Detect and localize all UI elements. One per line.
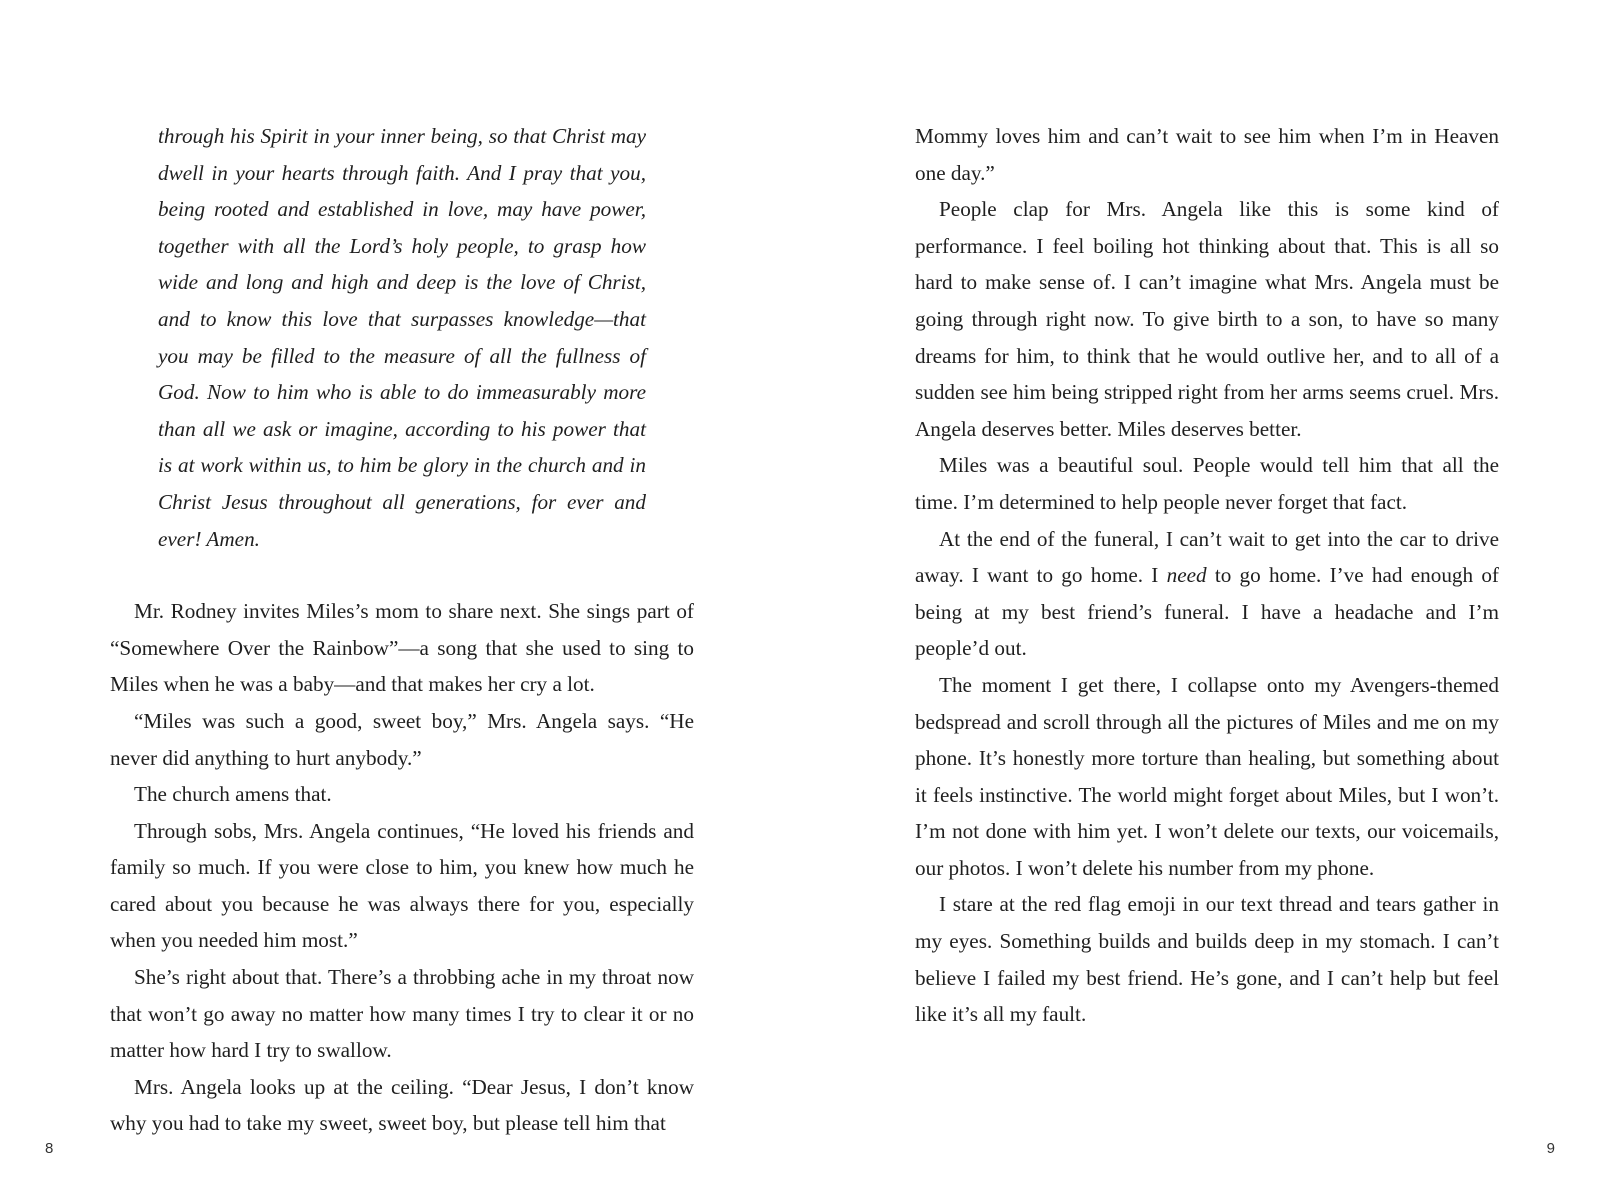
paragraph: She’s right about that. There’s a throbbing ache in my throat now that won’t go away no matter how many times I try to clear it or no matter how hard I try to swallow. xyxy=(110,965,694,1063)
paragraph: Through sobs, Mrs. Angela continues, “He loved his friends and family so much. If you were close to him, you knew how much he cared about you because he was always there for you, especially when you needed him most.” xyxy=(110,818,694,953)
continued-paragraph: Mommy loves him and can’t wait to see him when I’m in Heaven one day.” xyxy=(915,124,1499,185)
page-number-right: 9 xyxy=(1546,1140,1555,1157)
funeral-paragraph xyxy=(915,521,1499,667)
right-text-column xyxy=(915,118,1499,1033)
paragraph: “Miles was such a good, sweet boy,” Mrs. Angela says. “He never did anything to hurt anybody.” xyxy=(110,708,694,770)
paragraph: The moment I get there, I collapse onto my Avengers-themed bedspread and scroll through all the pictures of Miles and me on my phone. It’s honestly more torture than healing, but something about it feels instinctive. The world might forget about Miles, but I won’t. I’m not done with him yet. I won’t delete our texts, our voicemails, our photos. I won’t delete his number from my phone. xyxy=(915,672,1499,880)
paragraph: The church amens that. xyxy=(134,782,332,807)
scripture-quote: through his Spirit in your inner being, so that Christ may dwell in your hearts through faith. And I pray that you, being rooted and established in love, may have power, together with all the Lord’s holy people, to grasp how wide and long and high and deep is the love of Christ, and to know this love that surpasses knowledge—that you may be filled to the measure of all the fullness of God. Now to him who is able to do immeasurably more than all we ask or imagine, according to his power that is at work within us, to him be glory in the church and in Christ Jesus throughout all generations, for ever and ever! Amen. xyxy=(158,124,646,551)
quote-spacer xyxy=(110,557,694,593)
text-run: At the end of the funeral, I can’t wait to get into the car to drive away. I want to go home. I xyxy=(915,526,1499,588)
page-number-left: 8 xyxy=(45,1140,54,1157)
emphasized-word: need xyxy=(1166,563,1207,588)
paragraph: I stare at the red flag emoji in our text thread and tears gather in my eyes. Something builds and builds deep in my stomach. I can’t believe I failed my best friend. He’s gone, and I can’t help but feel like it’s all my fault. xyxy=(915,892,1499,1027)
paragraph: People clap for Mrs. Angela like this is some kind of performance. I feel boiling hot thinking about that. This is all so hard to make sense of. I can’t imagine what Mrs. Angela must be going through right now. To give birth to a son, to have so many dreams for him, to think that he would outlive her, and to all of a sudden see him being stripped right from her arms seems cruel. Mrs. Angela deserves better. Miles deserves better. xyxy=(915,197,1499,441)
text-run: to go home. I’ve had enough of being at my best friend’s funeral. I have a headache and I’m people’d out. xyxy=(915,563,1499,661)
paragraph: Mr. Rodney invites Miles’s mom to share next. She sings part of “Somewhere Over the Rainbow”—a song that she used to sing to Miles when he was a baby—and that makes her cry a lot. xyxy=(110,599,694,697)
paragraph: Mrs. Angela looks up at the ceiling. “Dear Jesus, I don’t know why you had to take my sweet, sweet boy, but please tell him that xyxy=(110,1074,694,1136)
right-page xyxy=(800,0,1600,1200)
left-text-column xyxy=(110,118,694,1142)
paragraph: Miles was a beautiful soul. People would tell him that all the time. I’m determined to help people never forget that fact. xyxy=(915,453,1499,514)
